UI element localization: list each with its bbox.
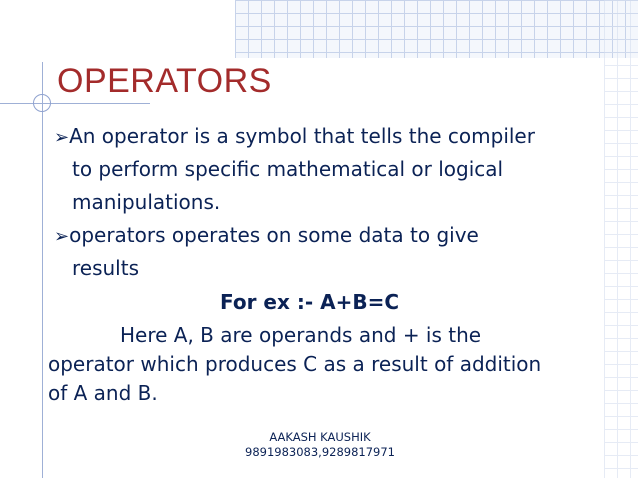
guide-horizontal-line <box>0 103 150 104</box>
guide-circle-icon <box>33 94 51 112</box>
arrow-bullet-icon: ➢ <box>54 226 70 247</box>
paragraph-line-2: operator which produces C as a result of addition <box>48 352 542 376</box>
guide-vertical-line <box>42 62 43 478</box>
bullet-1-line-2: to perform specific mathematical or logical <box>72 157 504 181</box>
slide-footer <box>240 430 400 460</box>
bullet-2-text: operators operates on some data to give <box>69 223 479 247</box>
bullet-1-line-1 <box>54 124 535 148</box>
bullet-1-text: An operator is a symbol that tells the compiler <box>69 124 535 148</box>
arrow-bullet-icon: ➢ <box>54 127 70 148</box>
decorative-grid-right <box>604 0 638 478</box>
bullet-2-line-1 <box>54 223 479 247</box>
footer-phones: 9891983083,9289817971 <box>245 445 395 459</box>
bullet-1-line-3: manipulations. <box>72 190 221 214</box>
footer-author: AAKASH KAUSHIK <box>269 430 371 444</box>
paragraph-line-3: of A and B. <box>48 381 158 405</box>
example-heading: For ex :- A+B=C <box>220 290 400 314</box>
paragraph-line-1: Here A, B are operands and + is the <box>120 323 482 347</box>
decorative-grid-top <box>235 0 638 58</box>
slide-title: OPERATORS <box>57 62 272 100</box>
bullet-2-line-2: results <box>72 256 140 280</box>
